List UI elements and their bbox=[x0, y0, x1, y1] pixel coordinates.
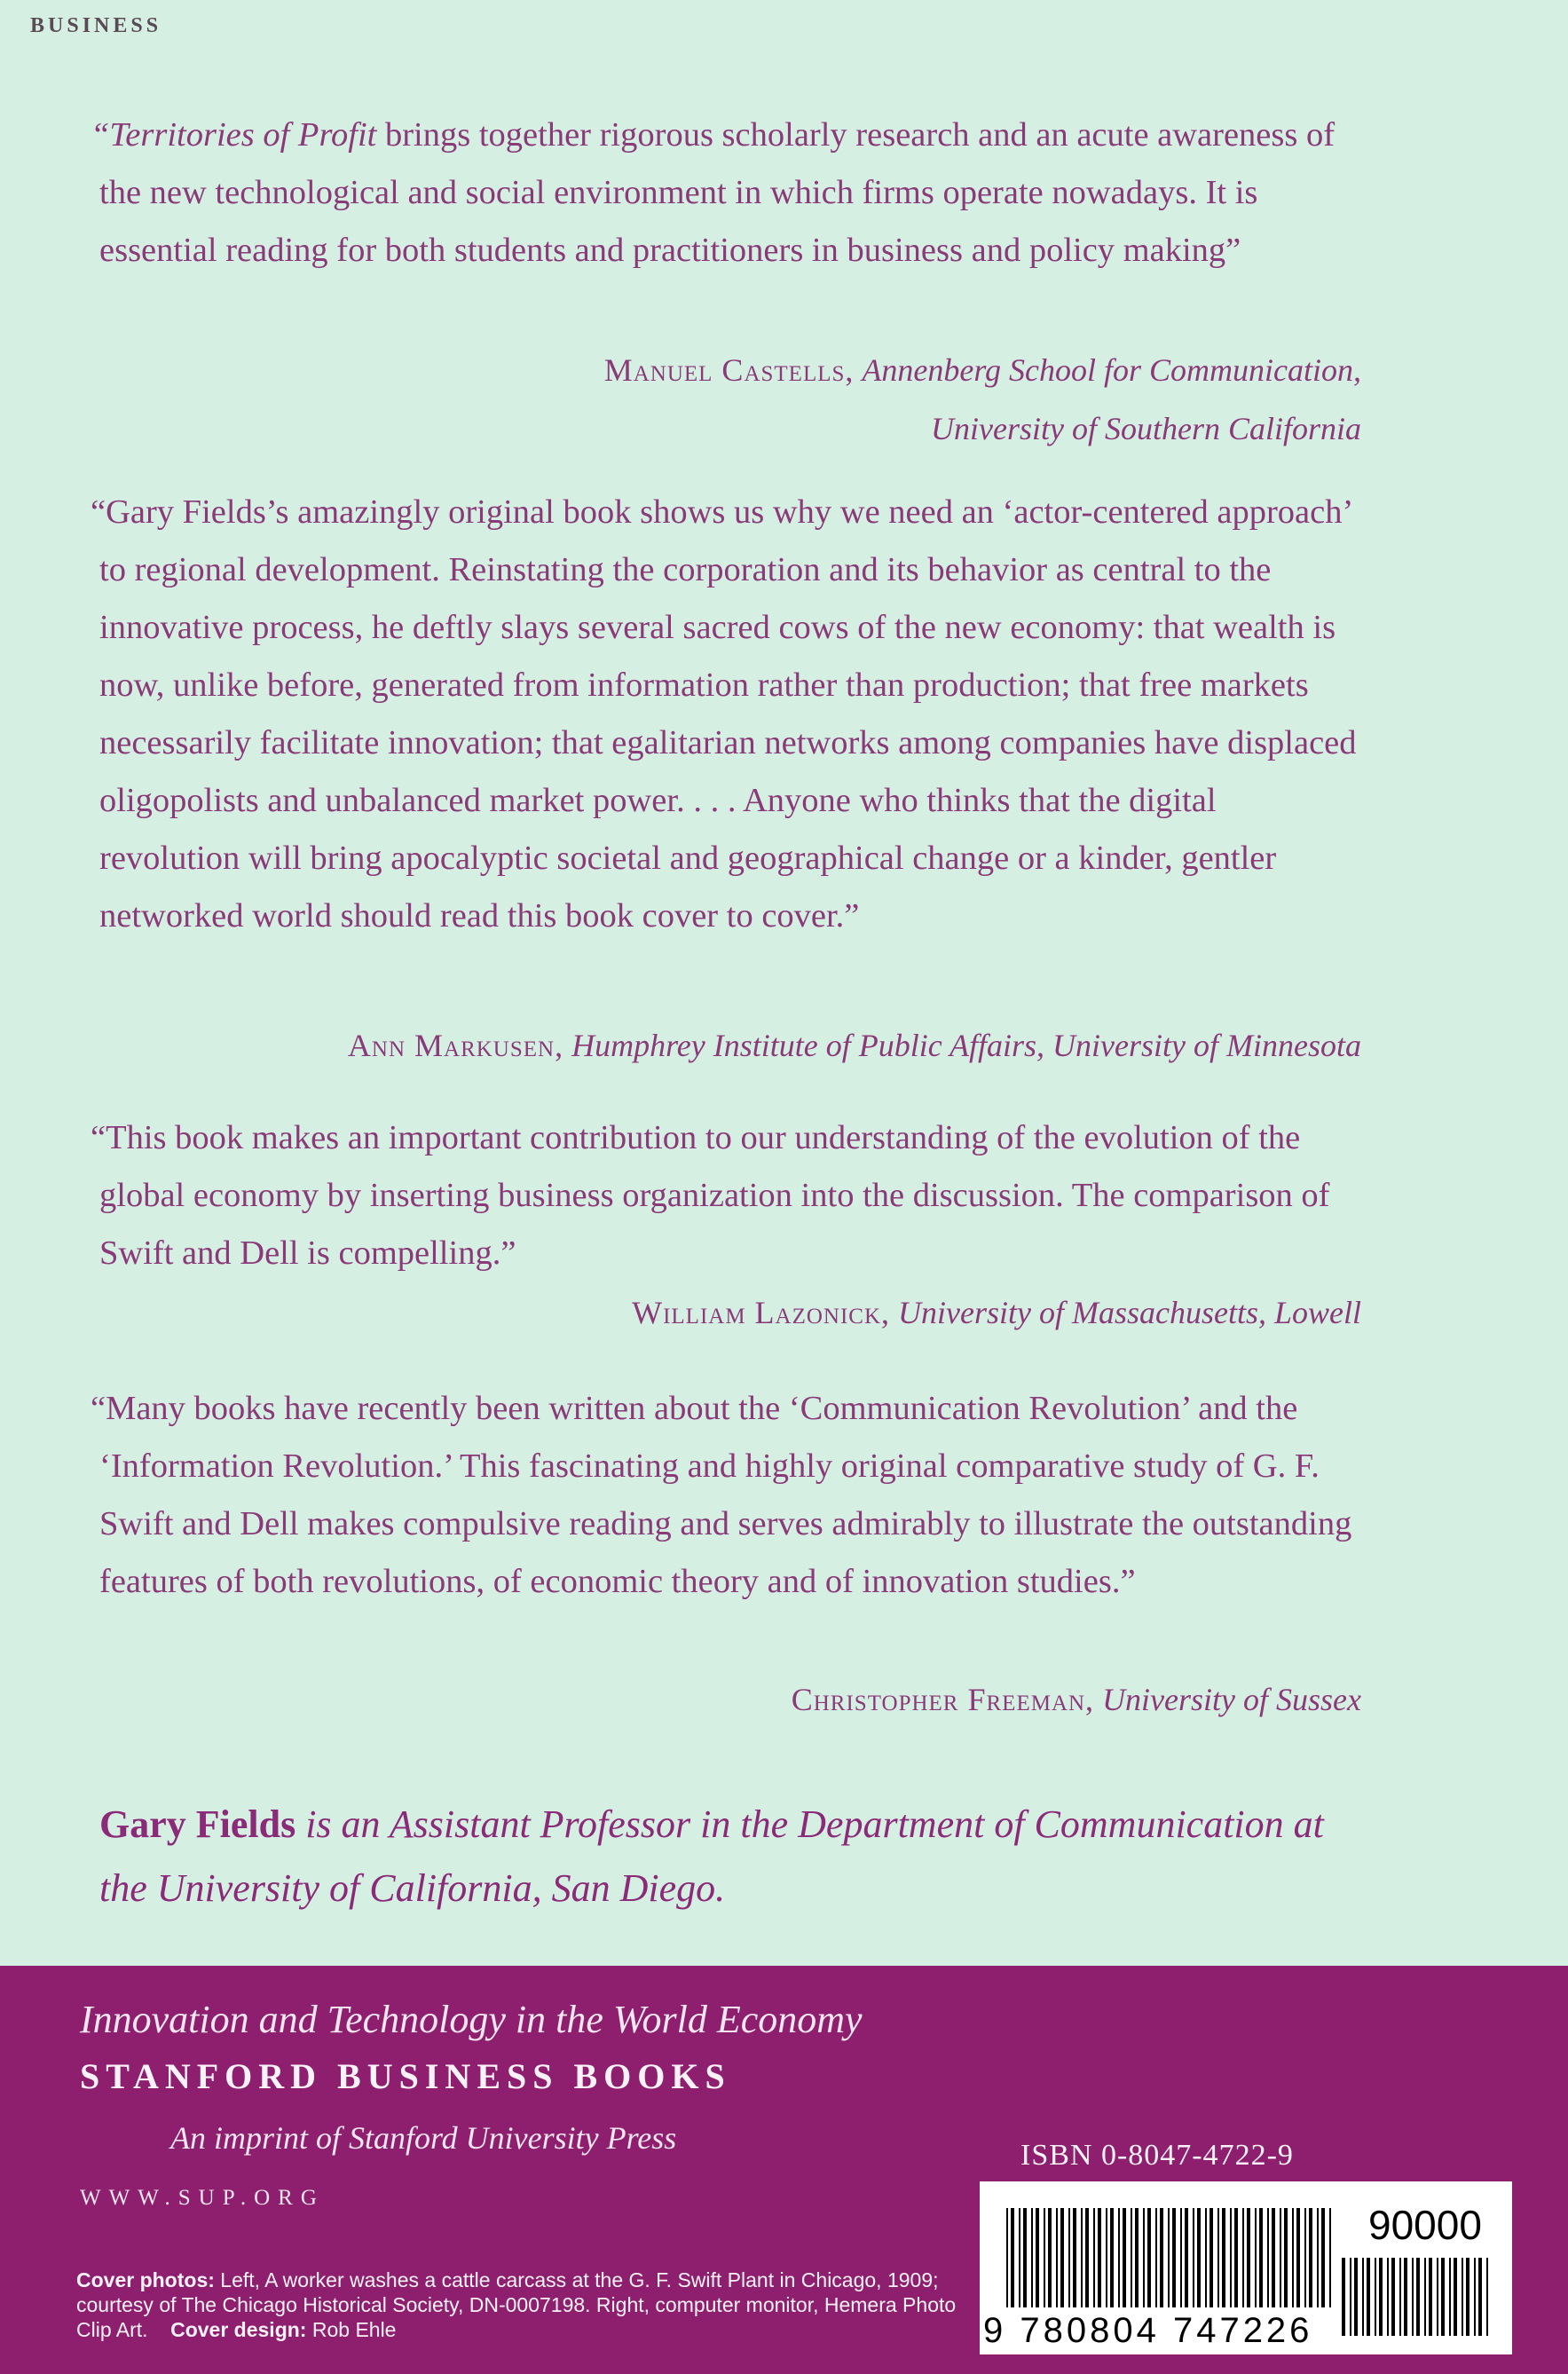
barcode-bar bbox=[1193, 2208, 1194, 2307]
barcode-bar bbox=[1259, 2208, 1263, 2307]
quote-attribution-1 bbox=[604, 341, 1361, 458]
review-quote-1 bbox=[91, 106, 1359, 280]
barcode-bar bbox=[1478, 2258, 1482, 2336]
publisher-website: WWW.SUP.ORG bbox=[80, 2186, 325, 2210]
barcode-bar bbox=[1081, 2208, 1083, 2307]
review-quote-4 bbox=[91, 1380, 1359, 1611]
barcode-bar bbox=[1441, 2258, 1445, 2336]
barcode-bar bbox=[1180, 2208, 1182, 2307]
barcode-bar bbox=[1160, 2208, 1163, 2307]
quote-attribution-3 bbox=[632, 1283, 1361, 1342]
review-quote-2 bbox=[91, 484, 1359, 945]
barcode-bar bbox=[1185, 2208, 1188, 2307]
reviewer-affiliation: University of Sussex bbox=[1102, 1682, 1361, 1717]
barcode-bar bbox=[1093, 2208, 1095, 2307]
imprint-subtitle: An imprint of Stanford University Press bbox=[170, 2120, 677, 2156]
quote-attribution-4 bbox=[792, 1670, 1361, 1729]
barcode-bar bbox=[1375, 2258, 1376, 2336]
barcode-bar bbox=[1135, 2208, 1139, 2307]
quote-text: “This book makes an important contribution to our understanding of the evolution of the global economy by inserting business organization into the discussion. The comparison of Swift and Dell is compelling.” bbox=[91, 1119, 1330, 1272]
barcode-bar bbox=[1424, 2258, 1426, 2336]
reviewer-name: William Lazonick, bbox=[632, 1295, 891, 1330]
barcode-bar bbox=[1036, 2208, 1039, 2307]
barcode-bar bbox=[1399, 2258, 1401, 2336]
barcode-bar bbox=[1267, 2208, 1269, 2307]
barcode-bar bbox=[1230, 2208, 1232, 2307]
price-code: 90000 bbox=[1368, 2202, 1482, 2248]
barcode-bar bbox=[1209, 2208, 1213, 2307]
barcode-bar bbox=[1280, 2208, 1281, 2307]
barcode-bar bbox=[1350, 2258, 1351, 2336]
barcode-bar bbox=[1449, 2258, 1451, 2336]
barcode-bar bbox=[1429, 2258, 1432, 2336]
reviewer-name: Manuel Castells, bbox=[603, 352, 855, 388]
barcode-bar bbox=[1247, 2208, 1250, 2307]
category-label: BUSINESS bbox=[30, 14, 162, 37]
review-quote-3 bbox=[91, 1109, 1359, 1282]
reviewer-affiliation-line2: University of Southern California bbox=[931, 411, 1361, 446]
barcode-bar bbox=[1197, 2208, 1201, 2307]
barcode-bar bbox=[1023, 2208, 1027, 2307]
series-title: Innovation and Technology in the World Economy bbox=[80, 1998, 863, 2041]
credits-design-label: Cover design: bbox=[170, 2318, 307, 2341]
barcode-bar bbox=[1019, 2208, 1020, 2307]
barcode-bar bbox=[1354, 2258, 1358, 2336]
barcode-bar bbox=[1387, 2258, 1389, 2336]
reviewer-name: Ann Markusen, bbox=[347, 1028, 564, 1063]
barcode-bar bbox=[1379, 2258, 1383, 2336]
reviewer-affiliation: University of Massachusetts, Lowell bbox=[898, 1295, 1361, 1330]
quote-text: “Many books have recently been written about the ‘Communication Revolution’ and the ‘Information Revolution.’ This fascinating and highly original comparative study of G. F. Swift and Dell makes compulsive reading and serves admirably to illustrate the outstanding features of both revolutions, of economic theory and of innovation studies.” bbox=[91, 1390, 1352, 1600]
quote-attribution-2 bbox=[348, 1016, 1361, 1075]
barcode-bar bbox=[1412, 2258, 1414, 2336]
barcode-bar bbox=[1217, 2208, 1219, 2307]
isbn-number: ISBN 0-8047-4722-9 bbox=[1020, 2139, 1294, 2172]
barcode-bar bbox=[1454, 2258, 1457, 2336]
cover-credits bbox=[76, 2268, 973, 2342]
barcode-bar bbox=[1474, 2258, 1476, 2336]
barcode-bar bbox=[1085, 2208, 1089, 2307]
barcode-bar bbox=[1462, 2258, 1463, 2336]
barcode-bar bbox=[1296, 2208, 1300, 2307]
barcode-bar bbox=[1292, 2208, 1294, 2307]
barcode-bar bbox=[1048, 2208, 1052, 2307]
barcode-bar bbox=[1284, 2208, 1288, 2307]
barcode-bar bbox=[1486, 2258, 1488, 2336]
barcode-bars-icon bbox=[1006, 2208, 1335, 2307]
book-title-italic: “Territories of Profit bbox=[91, 116, 377, 154]
barcode-bar bbox=[1437, 2258, 1438, 2336]
barcode-bar bbox=[1143, 2208, 1145, 2307]
quote-text: “Gary Fields’s amazingly original book shows us why we need an ‘actor-centered approach’ to regional development. Reinstating the corporation and its behavior as central to the innovative process, he deftly slays several sacred cows of the new economy: that wealth is now, unlike before, generated from information rather than production; that free markets necessarily facilitate innovation; that egalitarian networks among companies have displaced oligopolists and unbalanced market power. . . . Anyone who thinks that the digital revolution will bring apocalyptic societal and geographical change or a kinder, gentler networked world should read this book cover to cover.” bbox=[91, 493, 1357, 935]
barcode-bar bbox=[1172, 2208, 1176, 2307]
barcode-bar bbox=[1317, 2208, 1319, 2307]
quote-text: brings together rigorous scholarly research and an acute awareness of the new technological and social environment in which firms operate nowadays. It is essential reading for both students and practitioners in business and policy making” bbox=[99, 116, 1336, 269]
barcode-bar bbox=[1342, 2258, 1345, 2336]
barcode-bar bbox=[1304, 2208, 1306, 2307]
author-bio-text: is an Assistant Professor in the Department of Communication at the University of California, San Diego. bbox=[99, 1802, 1324, 1910]
barcode-bar bbox=[1367, 2258, 1370, 2336]
barcode-bar bbox=[1098, 2208, 1101, 2307]
barcode-bar bbox=[1073, 2208, 1076, 2307]
barcode-digits: 9 780804 747226 bbox=[983, 2311, 1313, 2350]
barcode-bar bbox=[1131, 2208, 1132, 2307]
barcode-bar bbox=[1309, 2208, 1312, 2307]
barcode-bar bbox=[1106, 2208, 1107, 2307]
barcode-bar bbox=[1068, 2208, 1070, 2307]
barcode-bar bbox=[1044, 2208, 1045, 2307]
barcode-bar bbox=[1147, 2208, 1151, 2307]
reviewer-affiliation: Annenberg School for Communication, bbox=[862, 352, 1361, 388]
credits-photos-text: Left, A worker washes a cattle carcass at the G. F. Swift Plant in Chicago, 1909; courtesy of The Chicago Historical Society, DN-0007198. Right, computer monitor, Hemera Photo Clip Art. bbox=[76, 2268, 957, 2341]
reviewer-affiliation: Humphrey Institute of Public Affairs, University of Minnesota bbox=[571, 1028, 1361, 1063]
barcode-bar bbox=[1222, 2208, 1225, 2307]
barcode-bar bbox=[1110, 2208, 1114, 2307]
barcode-bar bbox=[1272, 2208, 1275, 2307]
barcode-bar bbox=[1205, 2208, 1207, 2307]
barcode-bar bbox=[1234, 2208, 1238, 2307]
barcode-bar bbox=[1060, 2208, 1064, 2307]
barcode-bar bbox=[1242, 2208, 1244, 2307]
credits-photos-label: Cover photos: bbox=[76, 2268, 215, 2291]
isbn-barcode bbox=[980, 2181, 1512, 2354]
barcode-bar bbox=[1416, 2258, 1420, 2336]
barcode-bar bbox=[1321, 2208, 1325, 2307]
barcode-bar bbox=[1123, 2208, 1126, 2307]
barcode-bar bbox=[1466, 2258, 1470, 2336]
barcode-bar bbox=[1155, 2208, 1157, 2307]
barcode-bar bbox=[1118, 2208, 1120, 2307]
author-name: Gary Fields bbox=[99, 1802, 296, 1846]
author-bio bbox=[99, 1793, 1359, 1920]
barcode-bar bbox=[1362, 2258, 1364, 2336]
barcode-bar bbox=[1391, 2258, 1395, 2336]
barcode-bar bbox=[1255, 2208, 1257, 2307]
barcode-bar bbox=[1011, 2208, 1014, 2307]
reviewer-name: Christopher Freeman, bbox=[791, 1682, 1095, 1717]
barcode-bar bbox=[1031, 2208, 1033, 2307]
barcode-bar bbox=[1168, 2208, 1170, 2307]
credits-design-text: Rob Ehle bbox=[306, 2318, 397, 2341]
price-barcode-bars-icon bbox=[1342, 2258, 1493, 2336]
barcode-bar bbox=[1329, 2208, 1331, 2307]
barcode-bar bbox=[1006, 2208, 1008, 2307]
barcode-bar bbox=[1404, 2258, 1407, 2336]
barcode-bar bbox=[1056, 2208, 1058, 2307]
imprint-title: STANFORD BUSINESS BOOKS bbox=[80, 2056, 731, 2096]
